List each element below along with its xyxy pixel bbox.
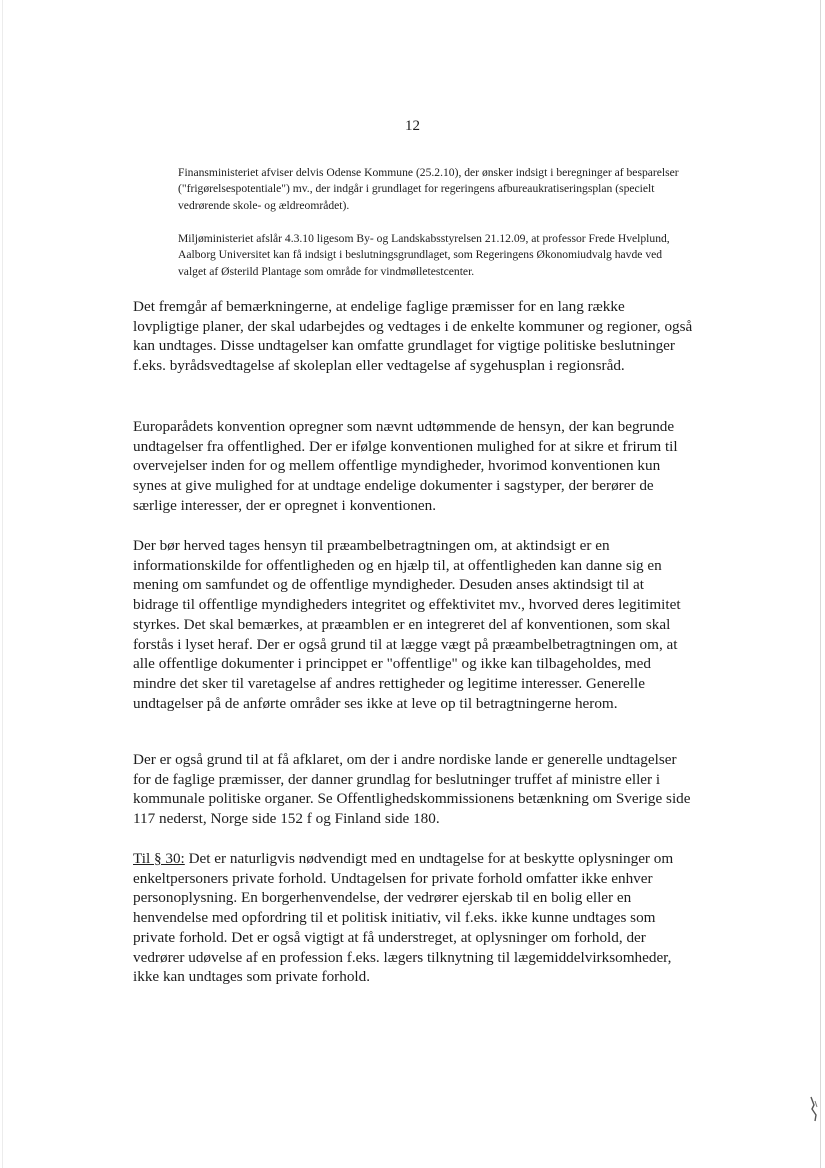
note-miljoeministeriet: Miljøministeriet afslår 4.3.10 ligesom By- og Landskabsstyrelsen 21.12.09, at professor Frede Hvelplund, Aalborg Universitet kan få indsigt i beslutningsgrundlaget, som Regeringens Økonomiudvalg havde ved valget af Østerild Plantage som område for vindmølletestcenter.	[178, 232, 670, 278]
paragraph-praeambelbetragtning: Der bør herved tages hensyn til præambelbetragtningen om, at aktindsigt er en informationskilde for offentligheden og en hjælp til, at offentligheden kan danne sig en mening om samfundet og de offentlige myndigheder. Desuden anses aktindsigt til at bidrage til offentlige myndigheders integritet og effektivitet mv., hvorved deres legitimitet styrkes. Det skal bemærkes, at præamblen er en integreret del af konventionen, som skal forstås i lyset heraf. Der er også grund til at lægge vægt på præambelbetragtningen om, at alle offentlige dokumenter i princippet er "offentlige" og ikke kan tilbageholdes, med mindre det sker til varetagelse af andres rettigheder og legitime interesser. Generelle undtagelser på de anførte områder ses ikke at leve op til betragtningerne herom.	[133, 537, 681, 712]
paragraph-nordiske-lande: Der er også grund til at få afklaret, om der i andre nordiske lande er generelle undtagelser for de faglige præmisser, der danner grundlag for beslutninger truffet af ministre eller i kommunale politiske organer. Se Offentlighedskommissionens betænkning om Sverige side 117 nederst, Norge side 152 f og Finland side 180.	[133, 751, 691, 828]
scan-edge-left	[2, 0, 3, 1168]
paragraph-europaraadets-konvention: Europarådets konvention opregner som nævnt udtømmende de hensyn, der kan begrunde undtagelser fra offentlighed. Der er ifølge konventionen mulighed for at sikre et frirum til overvejelser inden for og mellem offentlige myndigheder, hvorimod konventionen kun synes at give mulighed for at undtage endelige dokumenter i sagstyper, der berører de særlige interesser, der er opregnet i konventionen.	[133, 418, 678, 514]
scan-artifact-mark	[809, 1095, 819, 1123]
page-number: 12	[405, 118, 420, 134]
section-30-heading: Til § 30:	[133, 850, 185, 867]
paragraph-faglige-praemisser: Det fremgår af bemærkningerne, at endelige faglige præmisser for en lang række lovpligtige planer, der skal udarbejdes og vedtages i de enkelte kommuner og regioner, også kan undtages. Disse undtagelser kan omfatte grundlaget for vigtige politiske beslutninger f.eks. byrådsvedtagelse af skoleplan eller vedtagelse af sygehusplan i regionsråd.	[133, 298, 693, 375]
note-finansministeriet: Finansministeriet afviser delvis Odense Kommune (25.2.10), der ønsker indsigt i beregninger af besparelser ("frigørelsespotentiale") mv., der indgår i grundlaget for regeringens afbureaukratiseringsplan (specielt vedrørende skole- og ældreområdet).	[178, 166, 679, 212]
scan-edge-right	[820, 0, 821, 1168]
paragraph-section-30	[133, 849, 693, 987]
section-30-text: Det er naturligvis nødvendigt med en undtagelse for at beskytte oplysninger om enkeltpersoners private forhold. Undtagelsen for private forhold omfatter ikke enhver personoplysning. En borgerhenvendelse, der vedrører ejerskab til en bolig eller en henvendelse med opfordring til et politisk initiativ, vil f.eks. ikke kunne undtages som private forhold. Det er også vigtigt at få understreget, at oplysninger om forhold, der vedrører udøvelse af en profession f.eks. lægers tilknytning til lægemiddelvirksomheder, ikke kan undtages som private forhold.	[133, 850, 674, 986]
